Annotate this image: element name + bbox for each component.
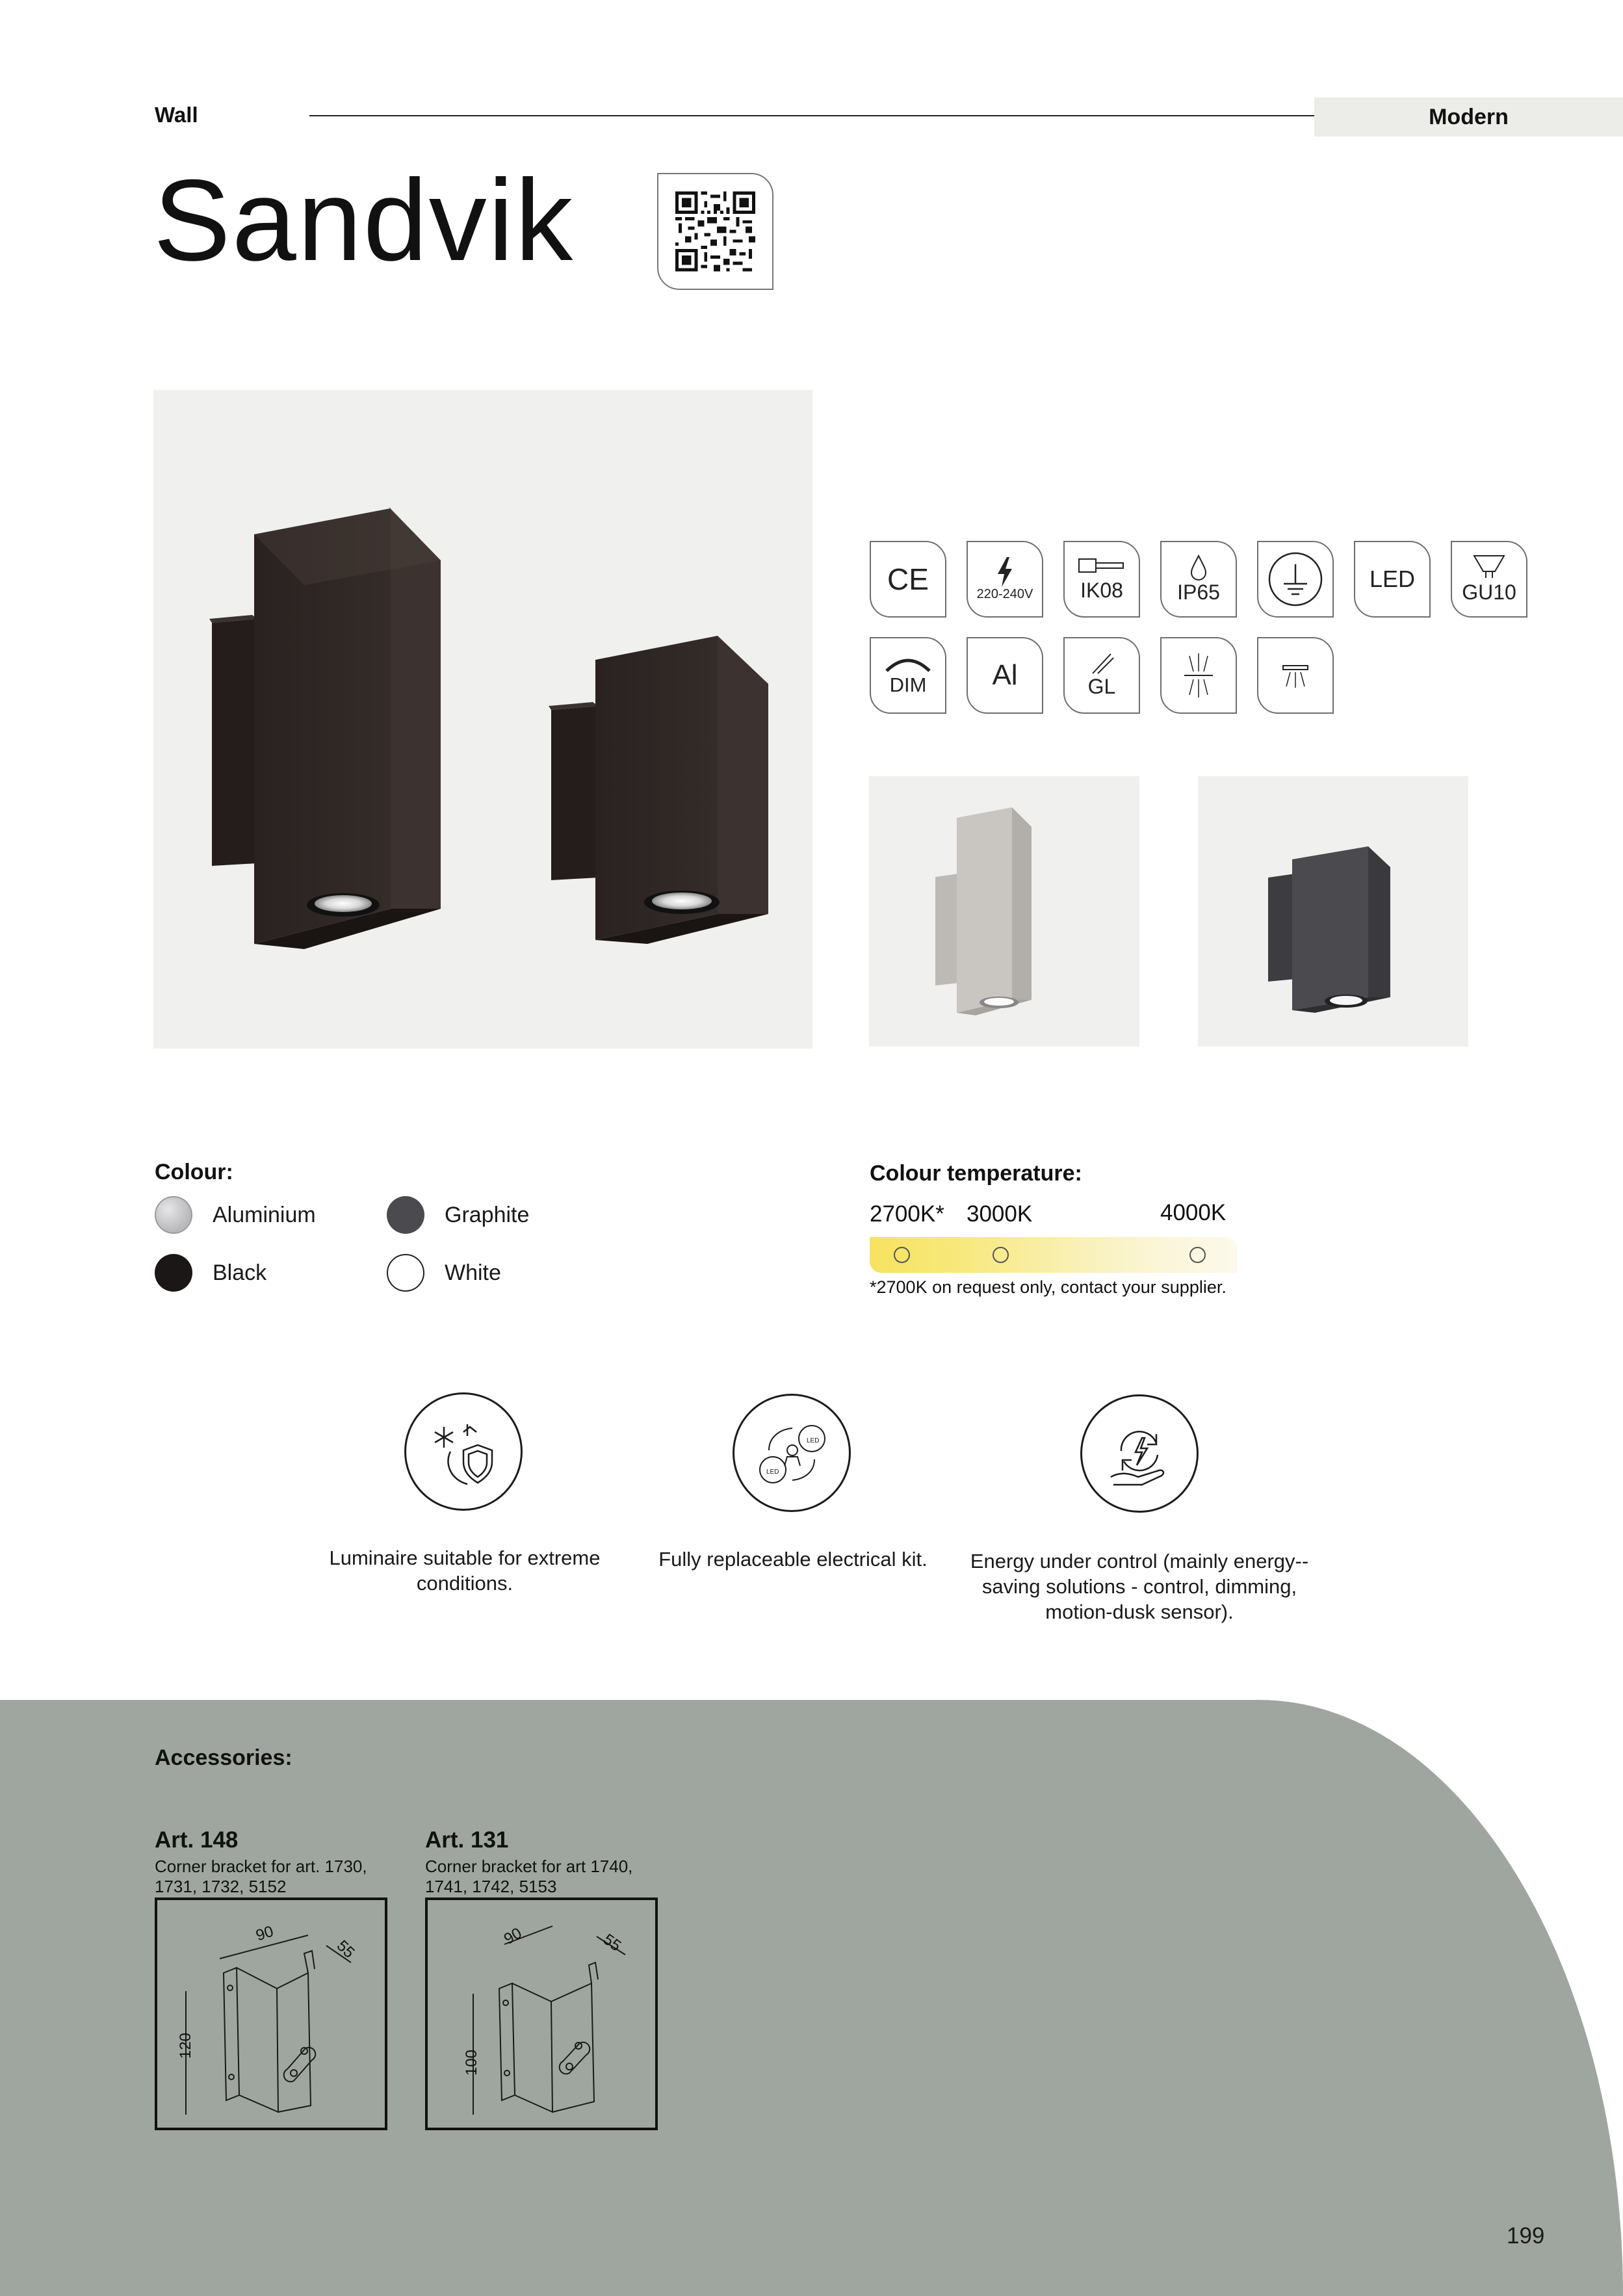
colour-temperature-label: Colour temperature: (870, 1161, 1082, 1186)
temp-2700k: 2700K* (870, 1201, 944, 1227)
up-down-light-icon (1160, 637, 1237, 714)
extreme-conditions-icon (404, 1392, 523, 1511)
accessory-title: Art. 148 (155, 1827, 239, 1853)
temp-3000k: 3000K (967, 1201, 1033, 1227)
swatch-aluminium[interactable] (155, 1196, 192, 1234)
temp-option-2700k[interactable] (894, 1247, 910, 1263)
dim-width: 90 (500, 1924, 525, 1948)
category-label: Wall (155, 103, 198, 127)
swatch-white[interactable] (387, 1254, 424, 1292)
header-rule (309, 115, 1314, 116)
dim-width: 90 (253, 1922, 276, 1945)
dim-height: 100 (463, 2049, 481, 2076)
led-icon: LED (1354, 541, 1431, 618)
swatch-label: Aluminium (213, 1203, 316, 1227)
feature-kit-text: Fully replaceable electrical kit. (658, 1548, 928, 1571)
product-title: Sandvik (153, 155, 575, 285)
temperature-gradient-bar (870, 1237, 1237, 1273)
temp-4000k: 4000K (1160, 1200, 1227, 1225)
swatch-black[interactable] (155, 1254, 192, 1292)
svg-text:LED: LED (807, 1437, 820, 1444)
temp-option-4000k[interactable] (1189, 1247, 1206, 1263)
product-thumb-aluminium[interactable] (869, 776, 1139, 1047)
accessory-desc-line1: Corner bracket for art. 1730, (155, 1857, 367, 1876)
swatch-label: White (445, 1260, 501, 1285)
earth-ground-icon (1257, 541, 1334, 618)
dim-depth: 55 (599, 1930, 625, 1955)
swatch-label: Black (213, 1260, 267, 1285)
downlight-icon (1257, 637, 1334, 714)
style-badge: Modern (1314, 98, 1623, 137)
product-hero-image (153, 390, 812, 1049)
svg-text:LED: LED (766, 1468, 779, 1476)
dim-depth: 55 (333, 1937, 358, 1962)
accessories-label: Accessories: (155, 1745, 292, 1770)
accessory-desc-line2: 1731, 1732, 5152 (155, 1877, 287, 1896)
dim-height: 120 (177, 2032, 195, 2059)
glass-icon: GL (1063, 637, 1140, 714)
swatch-label: Graphite (445, 1203, 530, 1227)
accessory-desc-line2: 1741, 1742, 5153 (425, 1877, 557, 1896)
swatch-graphite[interactable] (387, 1196, 424, 1234)
accessory-drawing-148[interactable] (155, 1898, 387, 2130)
ip65-icon: IP65 (1160, 541, 1237, 618)
temp-option-3000k[interactable] (993, 1247, 1009, 1263)
colour-label: Colour: (155, 1160, 233, 1184)
feature-energy-text: Energy under control (mainly energy--saving solutions - control, dimming, motion-dusk sensor). (970, 1550, 1309, 1623)
energy-control-icon (1080, 1394, 1199, 1513)
voltage-icon: 220-240V (967, 541, 1043, 618)
temperature-note: *2700K on request only, contact your supplier. (870, 1277, 1227, 1297)
page-number: 199 (1507, 2223, 1545, 2249)
aluminium-icon: Al (967, 637, 1043, 714)
qr-code-icon[interactable] (657, 173, 773, 290)
accessory-title: Art. 131 (425, 1827, 509, 1853)
replaceable-kit-icon (733, 1394, 851, 1512)
ik08-icon: IK08 (1063, 541, 1140, 618)
gu10-icon: GU10 (1451, 541, 1527, 618)
ce-icon: CE (870, 541, 946, 618)
accessory-drawing-131[interactable] (425, 1898, 658, 2130)
dim-icon: DIM (870, 637, 946, 714)
product-thumb-graphite[interactable] (1198, 776, 1468, 1047)
accessory-desc-line1: Corner bracket for art 1740, (425, 1857, 633, 1876)
feature-extreme-text: Luminaire suitable for extreme conditions. (329, 1546, 601, 1595)
